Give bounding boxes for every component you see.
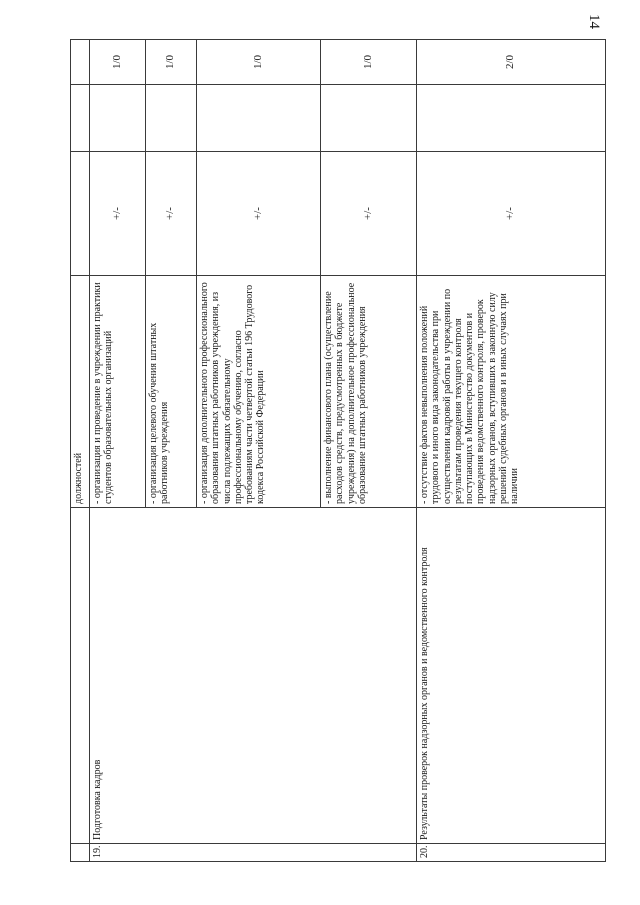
header-cell-mark — [71, 152, 90, 276]
criterion-text: - организация и проведение в учреждении практики студентов образовательных организаций — [90, 276, 146, 508]
criterion-text: - выполнение финансового плана (осуществление расходов средств, предусмотренных в бюджете учреждения) на дополнительное профессиональное образование штатных работников учреждения — [321, 276, 417, 508]
table-row — [90, 40, 146, 862]
mark-cell: +/- — [417, 152, 606, 276]
criterion-text: - организация дополнительного профессионального образования штатных работников учреждения, из числа подлежащих обязательному профессиональному обучению, согласно требованиям части четвертой статьи 196 Трудового кодекса Российской Федерации — [197, 276, 321, 508]
score-cell: 1/0 — [90, 40, 146, 85]
row-title: Результаты проверок надзорных органов и ведомственного контроля — [417, 508, 606, 844]
header-cell-criterion: должностей — [71, 276, 90, 508]
page-number: 14 — [586, 14, 602, 29]
criterion-text: - отсутствие фактов невыполнения положений трудового и иного вида законодательства при осуществлении кадровой работы в учреждении по результатам проведения текущего контроля поступающих в Министерство документов и проведения ведомственного контроля, проверок надзорных органов, вступивших в законную силу решений судебных органов и в иных случаях при наличии — [417, 276, 606, 508]
table-header-row — [71, 40, 90, 862]
score-cell: 1/0 — [197, 40, 321, 85]
score-cell: 1/0 — [146, 40, 197, 85]
empty-cell — [197, 85, 321, 152]
header-cell-score — [71, 40, 90, 85]
score-cell: 2/0 — [417, 40, 606, 85]
mark-cell: +/- — [146, 152, 197, 276]
mark-cell: +/- — [321, 152, 417, 276]
header-cell-name — [71, 508, 90, 844]
criteria-table-rotated — [70, 40, 600, 862]
mark-cell: +/- — [90, 152, 146, 276]
row-number: 20. — [417, 844, 606, 862]
criterion-text: - организация целевого обучения штатных работников учреждения — [146, 276, 197, 508]
row-title: Подготовка кадров — [90, 508, 417, 844]
empty-cell — [321, 85, 417, 152]
empty-cell — [90, 85, 146, 152]
table-row — [417, 40, 606, 862]
empty-cell — [417, 85, 606, 152]
score-cell: 1/0 — [321, 40, 417, 85]
row-number: 19. — [90, 844, 417, 862]
mark-cell: +/- — [197, 152, 321, 276]
header-cell-num — [71, 844, 90, 862]
criteria-table — [70, 39, 606, 862]
header-cell-extra — [71, 85, 90, 152]
empty-cell — [146, 85, 197, 152]
